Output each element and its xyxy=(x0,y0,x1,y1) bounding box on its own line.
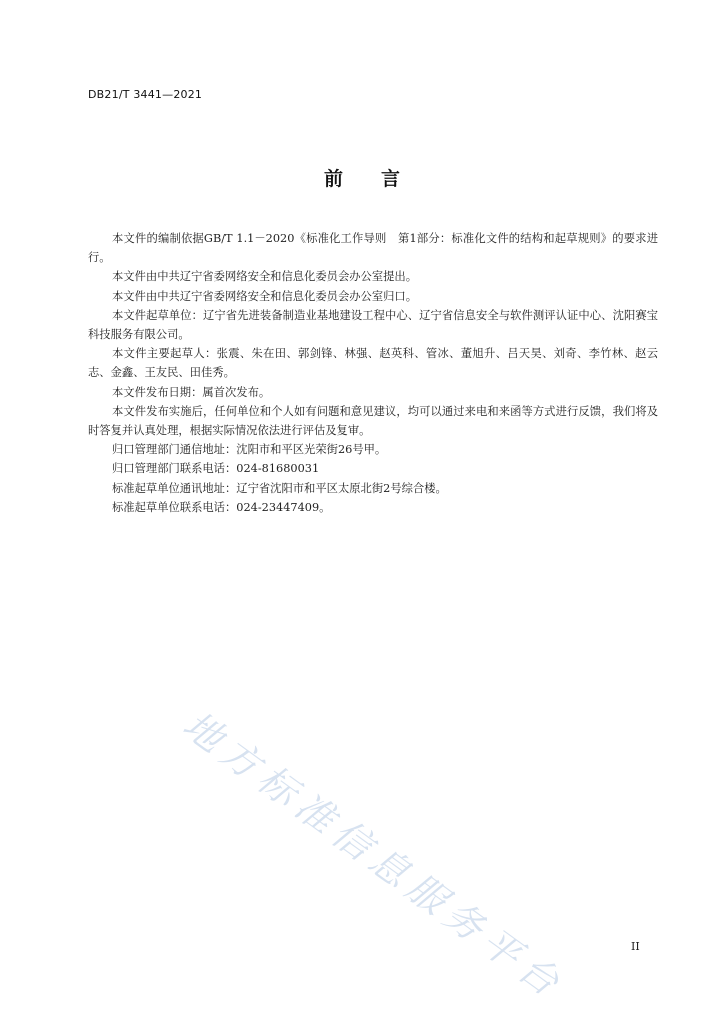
paragraph-admin-address: 归口管理部门通信地址：沈阳市和平区光荣街26号甲。 xyxy=(112,443,387,457)
paragraph-drafting-units: 本文件起草单位：辽宁省先进装备制造业基地建设工程中心、辽宁省信息安全与软件测评认证中心、沈阳赛宝科技服务有限公司。 xyxy=(88,308,658,342)
paragraph-basis: 本文件的编制依据GB/T 1.1－2020《标准化工作导则 第1部分：标准化文件的结构和起草规则》的要求进行。 xyxy=(88,232,658,265)
page-title xyxy=(0,164,724,191)
paragraph-release-date: 本文件发布日期：属首次发布。 xyxy=(112,385,271,399)
paragraph-admin-phone: 归口管理部门联系电话：024-81680031 xyxy=(112,462,320,476)
foreword-body xyxy=(88,229,658,517)
paragraph-feedback: 本文件发布实施后，任何单位和个人如有问题和意见建议，均可以通过来电和来函等方式进行反馈，我们将及时答复并认真处理，根据实际情况依法进行评估及复审。 xyxy=(88,404,658,438)
page-number: II xyxy=(631,940,640,953)
paragraph-drafter-address: 标准起草单位通讯地址：辽宁省沈阳市和平区太原北街2号综合楼。 xyxy=(112,481,447,495)
paragraph-drafters: 本文件主要起草人：张震、朱在田、郭剑锋、林强、赵英科、管冰、董旭升、吕天昊、刘奇、李竹林、赵云志、金鑫、王友民、田佳秀。 xyxy=(88,347,658,380)
title-char-1: 前 xyxy=(323,168,343,190)
title-char-2: 言 xyxy=(381,168,401,190)
paragraph-proposer: 本文件由中共辽宁省委网络安全和信息化委员会办公室提出。 xyxy=(112,270,418,284)
document-code: DB21/T 3441—2021 xyxy=(88,88,203,101)
watermark: 地方标准信息服务平台 xyxy=(175,702,574,1009)
paragraph-drafter-phone: 标准起草单位联系电话：024-23447409。 xyxy=(112,500,331,514)
paragraph-centralized-unit: 本文件由中共辽宁省委网络安全和信息化委员会办公室归口。 xyxy=(112,289,418,303)
